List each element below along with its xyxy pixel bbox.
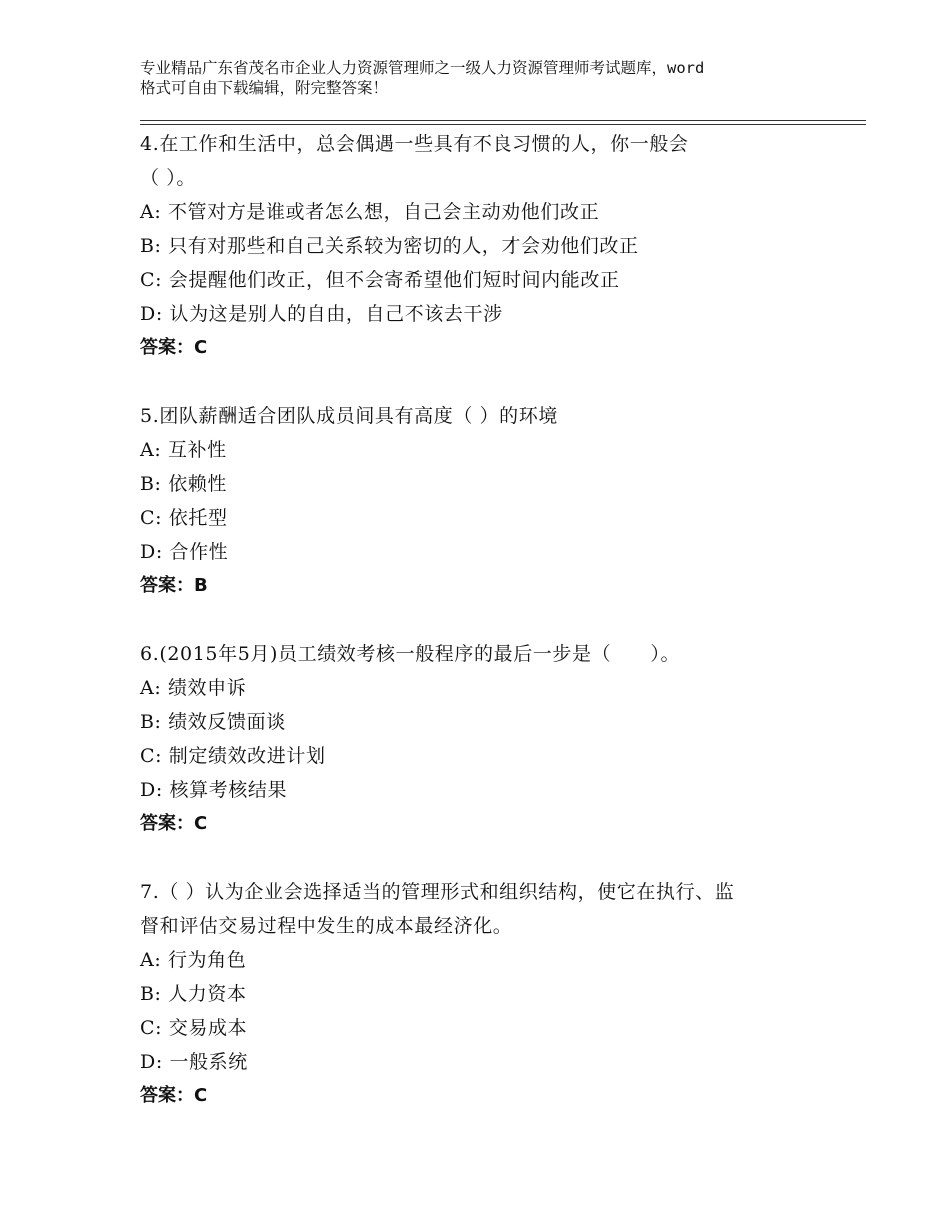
question-stem: 6.(2015年5月)员工绩效考核一般程序的最后一步是（ ）。	[140, 643, 681, 665]
question-6	[140, 637, 830, 841]
option-a: A: 绩效申诉	[140, 677, 247, 699]
option-a: A: 互补性	[140, 439, 227, 461]
header-line-2: 格式可自由下载编辑，附完整答案！	[140, 79, 389, 97]
header-divider-bottom	[140, 124, 866, 125]
answer: 答案：C	[140, 337, 208, 358]
question-7	[140, 875, 830, 1113]
option-d: D: 核算考核结果	[140, 779, 288, 801]
question-stem: 4.在工作和生活中，总会偶遇一些具有不良习惯的人，你一般会	[140, 133, 689, 155]
option-d: D: 合作性	[140, 541, 229, 563]
spacer	[140, 841, 830, 875]
question-list	[140, 127, 830, 1113]
answer: 答案：C	[140, 1085, 208, 1106]
option-c: C: 会提醒他们改正，但不会寄希望他们短时间内能改正	[140, 269, 620, 291]
header-line-1: 专业精品广东省茂名市企业人力资源管理师之一级人力资源管理师考试题库，word	[140, 59, 705, 77]
document-header	[140, 58, 830, 98]
header-divider-top	[140, 120, 866, 121]
option-d: D: 认为这是别人的自由，自己不该去干涉	[140, 303, 503, 325]
option-c: C: 依托型	[140, 507, 228, 529]
option-c: C: 制定绩效改进计划	[140, 745, 326, 767]
answer: 答案：B	[140, 575, 208, 596]
option-b: B: 只有对那些和自己关系较为密切的人，才会劝他们改正	[140, 235, 639, 257]
question-stem-continued: （ ）。	[140, 167, 196, 189]
spacer	[140, 365, 830, 399]
spacer	[140, 603, 830, 637]
question-stem: 7.（ ）认为企业会选择适当的管理形式和组织结构，使它在执行、监	[140, 881, 735, 903]
option-a: A: 行为角色	[140, 949, 247, 971]
question-4	[140, 127, 830, 365]
option-d: D: 一般系统	[140, 1051, 248, 1073]
option-c: C: 交易成本	[140, 1017, 248, 1039]
answer: 答案：C	[140, 813, 208, 834]
question-5	[140, 399, 830, 603]
question-stem-continued: 督和评估交易过程中发生的成本最经济化。	[140, 915, 513, 937]
option-b: B: 绩效反馈面谈	[140, 711, 286, 733]
question-stem: 5.团队薪酬适合团队成员间具有高度（ ）的环境	[140, 405, 558, 427]
option-a: A: 不管对方是谁或者怎么想，自己会主动劝他们改正	[140, 201, 600, 223]
option-b: B: 人力资本	[140, 983, 247, 1005]
option-b: B: 依赖性	[140, 473, 228, 495]
